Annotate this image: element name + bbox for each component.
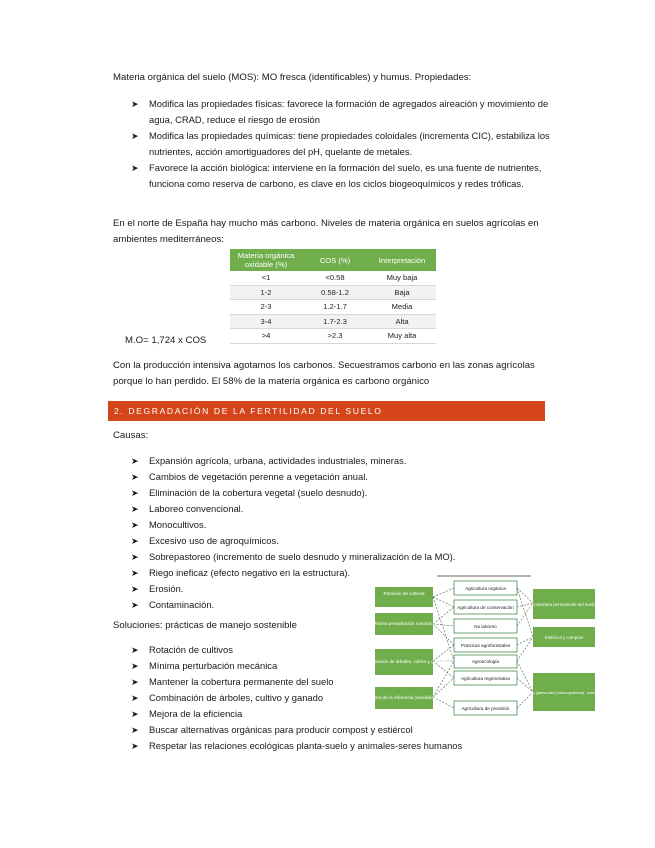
- list-item: ➤ Favorece la acción biológica: interviene en la formación del suelo, es una fuente de nutrientes, funciona como reserva de carbono, es clave en los ciclos biogeoquímicos y redes tróficas.: [131, 162, 542, 189]
- arrow-icon: ➤: [131, 520, 139, 530]
- mo-formula: M.O= 1,724 x COS: [125, 335, 207, 346]
- diagram-node-label: No laboreo: [474, 624, 497, 629]
- list-item: ➤ Monocultivos.: [131, 517, 511, 533]
- diagram-node-label: Prácticas agroforestales: [460, 643, 511, 648]
- table-row: <1 <0.58 Muy baja: [230, 271, 436, 285]
- arrow-icon: ➤: [131, 709, 139, 719]
- arrow-icon: ➤: [131, 677, 139, 687]
- arrow-icon: ➤: [131, 99, 139, 109]
- production-paragraph: Con la producción intensiva agotamos los carbonos. Secuestramos carbono en las zonas agrícolas porque lo han perdido. El 58% de la materia orgánica es carbono orgánico: [113, 360, 535, 387]
- diagram-node-label: Mejora de la eficiencia (variabilidad): [367, 695, 441, 700]
- organic-matter-table: [230, 249, 436, 344]
- table-header: COS (%): [302, 249, 368, 271]
- list-item: ➤ Erosión.: [131, 581, 511, 597]
- diagram-node-label: Cobertura permanente del suelo: [532, 602, 596, 607]
- list-item: ➤ Expansión agrícola, urbana, actividades industriales, mineras.: [131, 453, 511, 469]
- diagram-node-label: Estiércol y compost: [544, 635, 584, 640]
- properties-list: [131, 96, 551, 192]
- table-header: Interpretación: [368, 249, 436, 271]
- arrow-icon: ➤: [131, 661, 139, 671]
- list-item: ➤ Riego ineficaz (efecto negativo en la estructura).: [131, 565, 511, 581]
- intro-paragraph: Materia orgánica del suelo (MOS): MO fresca (identificables) y humus. Propiedades:: [113, 72, 472, 83]
- table-row: >4 >2.3 Muy alta: [230, 329, 436, 344]
- diagram-node-label: Agricultura de precisión: [461, 706, 510, 711]
- causas-label: Causas:: [113, 430, 149, 441]
- table-header: Materia orgánica oxidable (%): [230, 249, 302, 271]
- list-item: ➤ Respetar las relaciones ecológicas planta-suelo y animales-seres humanos: [131, 738, 511, 754]
- list-item: ➤ Eliminación de la cobertura vegetal (suelo desnudo).: [131, 485, 511, 501]
- list-item: ➤ Mejora de la eficiencia: [131, 706, 511, 722]
- table-row: 3-4 1.7-2.3 Alta: [230, 314, 436, 329]
- diagram-node-label: Mínima perturbación mecánica: [372, 621, 436, 626]
- arrow-icon: ➤: [131, 504, 139, 514]
- list-item: ➤ Sobrepastoreo (incremento de suelo desnudo y mineralización de la MO).: [131, 549, 511, 565]
- list-item: ➤ Cambios de vegetación perenne a vegetación anual.: [131, 469, 511, 485]
- list-item: ➤ Rotación de cultivos: [131, 642, 511, 658]
- diagram-node-label: Agroecología: [471, 659, 500, 664]
- diagram-node-label: Combinación de árboles, cultivo y ganado: [361, 659, 447, 664]
- arrow-icon: ➤: [131, 488, 139, 498]
- diagram-node-label: Agricultura de conservación: [457, 605, 514, 610]
- diagram-node-label: Agricultura regenerativa: [461, 676, 510, 681]
- arrow-icon: ➤: [131, 472, 139, 482]
- arrow-icon: ➤: [131, 163, 139, 173]
- table-row: 2-3 1.2-1.7 Media: [230, 300, 436, 315]
- list-item: ➤ Modifica las propiedades físicas: favorece la formación de agregados aireación y movimiento de agua, CRAD, reduce el riesgo de erosión: [131, 98, 549, 125]
- arrow-icon: ➤: [131, 725, 139, 735]
- diagram-right-nodes: [502, 589, 626, 711]
- arrow-icon: ➤: [131, 131, 139, 141]
- arrow-icon: ➤: [131, 645, 139, 655]
- list-item: ➤ Excesivo uso de agroquímicos.: [131, 533, 511, 549]
- list-item: ➤ Mínima perturbación mecánica: [131, 658, 511, 674]
- arrow-icon: ➤: [131, 584, 139, 594]
- diagram-node: [375, 587, 433, 607]
- list-item: ➤ Mantener la cobertura permanente del suelo: [131, 674, 511, 690]
- diagram-node-label: Agricultura orgánica: [465, 586, 506, 591]
- list-item: ➤ Laboreo convencional.: [131, 501, 511, 517]
- arrow-icon: ➤: [131, 536, 139, 546]
- arrow-icon: ➤: [131, 456, 139, 466]
- arrow-icon: ➤: [131, 741, 139, 751]
- arrow-icon: ➤: [131, 600, 139, 610]
- sustainable-practices-diagram: [361, 575, 626, 721]
- list-item: ➤ Combinación de árboles, cultivo y ganado: [131, 690, 511, 706]
- list-item: ➤ Modifica las propiedades químicas: tiene propiedades coloidales (incrementa CIC), estabiliza los nutrientes, acción amortiguadores del pH, quelante de metales.: [131, 130, 550, 157]
- arrow-icon: ➤: [131, 552, 139, 562]
- table-row: 1-2 0.58-1.2 Baja: [230, 285, 436, 300]
- list-item: ➤ Contaminación.: [131, 597, 511, 613]
- diagram-left-nodes: [361, 587, 447, 709]
- list-item: ➤ Buscar alternativas orgánicas para producir compost y estiércol: [131, 722, 511, 738]
- diagram-node-label: Rotación de cultivos: [383, 591, 425, 596]
- diagram-node-label: Relaciones ecológicas (planta-suelo) (microorganismos) - animales - seres humanos: [502, 691, 626, 695]
- table-header-row: [230, 249, 436, 271]
- norte-paragraph: En el norte de España hay mucho más carbono. Niveles de materia orgánica en suelos agrícolas en ambientes mediterráneos:: [113, 218, 539, 245]
- soluciones-label: Soluciones: prácticas de manejo sostenible: [113, 620, 297, 631]
- section-heading: 2. DEGRADACIÓN DE LA FERTILIDAD DEL SUELO: [108, 401, 545, 421]
- arrow-icon: ➤: [131, 693, 139, 703]
- arrow-icon: ➤: [131, 568, 139, 578]
